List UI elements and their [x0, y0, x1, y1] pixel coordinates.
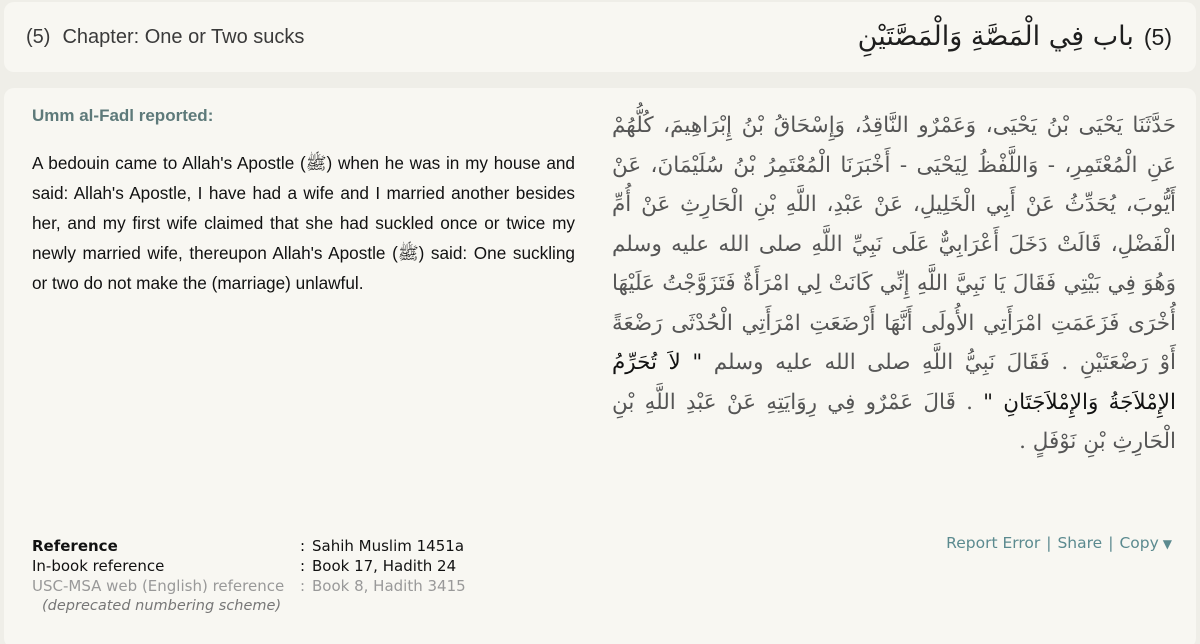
reference-value: Sahih Muslim 1451a — [312, 537, 465, 555]
chapter-number-arabic: (5) — [1143, 24, 1172, 50]
action-divider: | — [1108, 534, 1114, 552]
chapter-title-english — [26, 2, 304, 72]
report-error-link[interactable]: Report Error — [946, 534, 1041, 552]
hadith-actions — [946, 534, 1172, 552]
reference-separator: : — [300, 537, 306, 555]
hadith-container — [4, 88, 1196, 644]
reference-row — [32, 536, 466, 556]
chapter-number-english: (5) — [26, 26, 51, 48]
reference-separator: : — [300, 557, 306, 575]
in-book-reference-row — [32, 556, 466, 576]
usc-msa-reference-value: Book 8, Hadith 3415 — [312, 577, 466, 595]
reference-table — [32, 536, 466, 616]
arabic-text-part: حَدَّثَنَا يَحْيَى بْنُ يَحْيَى، وَعَمْرٌو النَّاقِدُ، وَإِسْحَاقُ بْنُ إِبْرَاهِيمَ، كُلُّهُمْ عَنِ الْمُعْتَمِرِ، - وَاللَّفْظُ لِيَحْيَى - أَخْبَرَنَا الْمُعْتَمِرُ بْنُ سُلَيْمَانَ، عَنْ أَيُّوبَ، يُحَدِّثُ عَنْ أَبِي الْخَلِيلِ، عَنْ عَبْدِ، اللَّهِ بْنِ الْحَارِثِ عَنْ أُمِّ الْفَضْلِ، قَالَتْ دَخَلَ أَعْرَابِيٌّ عَلَى نَبِيِّ اللَّهِ صلى الله عليه وسلم وَهُوَ فِي بَيْتِي فَقَالَ يَا نَبِيَّ اللَّهِ إِنِّي كَانَتْ لِي امْرَأَةٌ فَتَزَوَّجْتُ عَلَيْهَا أُخْرَى فَزَعَمَتِ امْرَأَتِي الأُولَى أَنَّهَا أَرْضَعَتِ امْرَأَتِي الْحُدْثَى رَضْعَةً أَوْ رَضْعَتَيْنِ . فَقَالَ نَبِيُّ اللَّهِ صلى الله عليه وسلم — [612, 113, 1176, 375]
chapter-header — [4, 2, 1196, 72]
in-book-reference-value: Book 17, Hadith 24 — [312, 557, 457, 575]
action-divider: | — [1046, 534, 1052, 552]
english-hadith-text: A bedouin came to Allah's Apostle (ﷺ) when he was in my house and said: Allah's Apostle, I have had a wife and I married another besides her, and my first wife claimed that she had suckled once or twice my newly married wife, thereupon Allah's Apostle (ﷺ) said: One suckling or two do not make the (marriage) unlawful. — [32, 153, 575, 293]
copy-dropdown[interactable] — [1119, 534, 1172, 552]
arabic-prophet-quote: " لاَ تُحَرِّمُ الإِمْلاَجَةُ وَالإِمْلاَجَتَانِ " — [612, 350, 1176, 415]
reference-separator: : — [300, 577, 306, 595]
chapter-title-arabic — [858, 2, 1172, 72]
arabic-text-part: . قَالَ عَمْرٌو فِي رِوَايَتِهِ عَنْ عَبْدِ اللَّهِ بْنِ الْحَارِثِ بْنِ نَوْفَلٍ . — [612, 389, 1176, 454]
copy-label: Copy — [1119, 534, 1159, 552]
narrator: Umm al-Fadl reported: — [32, 106, 214, 125]
usc-msa-reference-row — [32, 576, 466, 596]
in-book-reference-label: In-book reference — [32, 557, 165, 575]
chapter-title-arabic-text: باب فِي الْمَصَّةِ وَالْمَصَّتَيْنِ — [857, 21, 1134, 52]
reference-label: Reference — [32, 537, 118, 555]
deprecated-note: (deprecated numbering scheme) — [42, 598, 282, 614]
chevron-down-icon: ▼ — [1162, 537, 1172, 551]
share-link[interactable]: Share — [1057, 534, 1103, 552]
usc-msa-reference-label: USC-MSA web (English) reference — [32, 577, 285, 595]
arabic-hadith-text — [612, 106, 1176, 462]
chapter-title-english-text: Chapter: One or Two sucks — [62, 26, 305, 48]
